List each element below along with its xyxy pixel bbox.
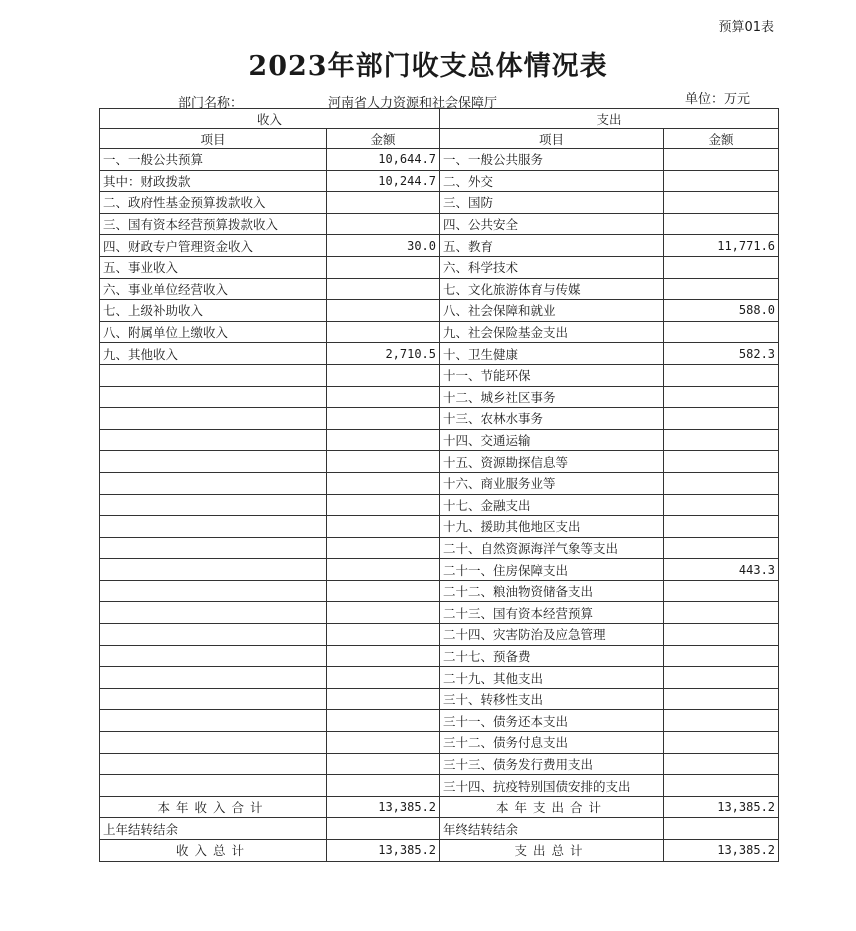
expense-amount — [664, 602, 779, 624]
table-row — [100, 494, 779, 516]
income-item — [100, 775, 327, 797]
table-row — [100, 667, 779, 689]
income-amount — [327, 192, 440, 214]
expense-header: 支出 — [440, 109, 779, 129]
income-amount — [327, 645, 440, 667]
expense-amount — [664, 408, 779, 430]
income-item: 五、事业收入 — [100, 256, 327, 278]
expense-amount — [664, 688, 779, 710]
income-amount — [327, 602, 440, 624]
table-row — [100, 364, 779, 386]
carryover-row — [100, 818, 779, 840]
expense-item: 十九、援助其他地区支出 — [440, 516, 664, 538]
expense-item: 三十一、债务还本支出 — [440, 710, 664, 732]
expense-amount — [664, 775, 779, 797]
expense-amount — [664, 429, 779, 451]
expense-amount — [664, 386, 779, 408]
expense-item: 二十二、粮油物资储备支出 — [440, 580, 664, 602]
expense-item: 三十三、债务发行费用支出 — [440, 753, 664, 775]
income-amount — [327, 386, 440, 408]
income-item — [100, 516, 327, 538]
income-amount — [327, 472, 440, 494]
expense-item: 十一、节能环保 — [440, 364, 664, 386]
budget-table — [99, 108, 779, 862]
expense-total-amount: 13,385.2 — [664, 840, 779, 862]
table-row — [100, 192, 779, 214]
expense-item: 六、科学技术 — [440, 256, 664, 278]
income-amount — [327, 580, 440, 602]
expense-item: 十三、农林水事务 — [440, 408, 664, 430]
table-row — [100, 429, 779, 451]
expense-amount: 11,771.6 — [664, 235, 779, 257]
expense-amount — [664, 213, 779, 235]
expense-amount — [664, 580, 779, 602]
table-row — [100, 278, 779, 300]
expense-amount — [664, 321, 779, 343]
year-income-label: 本年收入合计 — [100, 796, 327, 818]
year-expense-amount: 13,385.2 — [664, 796, 779, 818]
expense-amount-header: 金额 — [664, 129, 779, 149]
income-amount — [327, 753, 440, 775]
table-row — [100, 343, 779, 365]
expense-item: 十七、金融支出 — [440, 494, 664, 516]
table-row — [100, 451, 779, 473]
income-amount-header: 金额 — [327, 129, 440, 149]
income-item — [100, 429, 327, 451]
income-amount — [327, 710, 440, 732]
table-row — [100, 732, 779, 754]
carry-in-amount — [327, 818, 440, 840]
expense-item: 二十一、住房保障支出 — [440, 559, 664, 581]
table-row — [100, 408, 779, 430]
form-code: 预算01表 — [718, 20, 774, 35]
expense-item: 十五、资源勘探信息等 — [440, 451, 664, 473]
section-header-row — [100, 109, 779, 129]
table-row — [100, 149, 779, 171]
income-amount — [327, 278, 440, 300]
expense-item: 五、教育 — [440, 235, 664, 257]
expense-item: 三十二、债务付息支出 — [440, 732, 664, 754]
carry-out-label: 年终结转结余 — [440, 818, 664, 840]
income-item — [100, 667, 327, 689]
income-item — [100, 602, 327, 624]
income-item: 八、附属单位上缴收入 — [100, 321, 327, 343]
income-item — [100, 710, 327, 732]
expense-amount — [664, 364, 779, 386]
expense-item: 二十四、灾害防治及应急管理 — [440, 624, 664, 646]
expense-item: 二、外交 — [440, 170, 664, 192]
table-row — [100, 602, 779, 624]
expense-item: 三十、转移性支出 — [440, 688, 664, 710]
income-item: 六、事业单位经营收入 — [100, 278, 327, 300]
carry-in-label: 上年结转结余 — [100, 818, 327, 840]
income-amount — [327, 688, 440, 710]
income-amount — [327, 624, 440, 646]
expense-amount — [664, 645, 779, 667]
table-row — [100, 559, 779, 581]
expense-item: 二十三、国有资本经营预算 — [440, 602, 664, 624]
income-amount — [327, 516, 440, 538]
expense-amount — [664, 753, 779, 775]
income-item — [100, 386, 327, 408]
expense-item: 二十七、预备费 — [440, 645, 664, 667]
expense-amount — [664, 710, 779, 732]
expense-item: 七、文化旅游体育与传媒 — [440, 278, 664, 300]
income-item: 四、财政专户管理资金收入 — [100, 235, 327, 257]
carry-out-amount — [664, 818, 779, 840]
income-total-amount: 13,385.2 — [327, 840, 440, 862]
income-item — [100, 494, 327, 516]
table-row — [100, 472, 779, 494]
expense-item: 一、一般公共服务 — [440, 149, 664, 171]
expense-item: 八、社会保障和就业 — [440, 300, 664, 322]
expense-item: 九、社会保险基金支出 — [440, 321, 664, 343]
income-item: 七、上级补助收入 — [100, 300, 327, 322]
expense-amount — [664, 732, 779, 754]
table-row — [100, 300, 779, 322]
table-row — [100, 710, 779, 732]
income-amount — [327, 213, 440, 235]
expense-amount — [664, 472, 779, 494]
table-row — [100, 753, 779, 775]
department-label: 部门名称： — [178, 96, 244, 111]
income-item — [100, 451, 327, 473]
income-amount: 2,710.5 — [327, 343, 440, 365]
table-row — [100, 775, 779, 797]
table-row — [100, 624, 779, 646]
expense-amount — [664, 667, 779, 689]
income-item — [100, 753, 327, 775]
income-amount: 30.0 — [327, 235, 440, 257]
income-amount — [327, 451, 440, 473]
department-name: 河南省人力资源和社会保障厅 — [328, 96, 498, 111]
income-amount — [327, 256, 440, 278]
income-item: 九、其他收入 — [100, 343, 327, 365]
expense-item: 二十、自然资源海洋气象等支出 — [440, 537, 664, 559]
income-amount — [327, 364, 440, 386]
table-row — [100, 537, 779, 559]
income-item: 三、国有资本经营预算拨款收入 — [100, 213, 327, 235]
expense-item: 二十九、其他支出 — [440, 667, 664, 689]
income-item — [100, 624, 327, 646]
income-amount — [327, 321, 440, 343]
column-header-row — [100, 129, 779, 149]
grand-total-row — [100, 840, 779, 862]
year-total-row — [100, 796, 779, 818]
income-amount: 10,244.7 — [327, 170, 440, 192]
expense-amount — [664, 170, 779, 192]
expense-amount — [664, 516, 779, 538]
table-row — [100, 580, 779, 602]
income-item: 二、政府性基金预算拨款收入 — [100, 192, 327, 214]
expense-amount — [664, 192, 779, 214]
income-item — [100, 645, 327, 667]
income-item — [100, 408, 327, 430]
income-total-label: 收入总计 — [100, 840, 327, 862]
income-item — [100, 472, 327, 494]
income-amount — [327, 429, 440, 451]
income-item — [100, 580, 327, 602]
table-row — [100, 516, 779, 538]
income-item — [100, 537, 327, 559]
expense-item: 三十四、抗疫特别国债安排的支出 — [440, 775, 664, 797]
income-amount — [327, 537, 440, 559]
page-title: 2023年部门收支总体情况表 — [248, 51, 608, 82]
expense-item: 十六、商业服务业等 — [440, 472, 664, 494]
income-amount — [327, 494, 440, 516]
expense-amount — [664, 624, 779, 646]
income-item — [100, 688, 327, 710]
expense-item: 十二、城乡社区事务 — [440, 386, 664, 408]
income-item: 一、一般公共预算 — [100, 149, 327, 171]
income-amount — [327, 667, 440, 689]
income-item-header: 项目 — [100, 129, 327, 149]
table-row — [100, 386, 779, 408]
income-amount — [327, 300, 440, 322]
income-amount — [327, 732, 440, 754]
expense-amount: 588.0 — [664, 300, 779, 322]
income-header: 收入 — [100, 109, 440, 129]
income-item — [100, 559, 327, 581]
income-item: 其中：财政拨款 — [100, 170, 327, 192]
income-amount: 10,644.7 — [327, 149, 440, 171]
income-amount — [327, 775, 440, 797]
income-amount — [327, 408, 440, 430]
table-row — [100, 321, 779, 343]
expense-amount — [664, 494, 779, 516]
expense-amount: 582.3 — [664, 343, 779, 365]
income-item — [100, 732, 327, 754]
expense-item: 十四、交通运输 — [440, 429, 664, 451]
income-item — [100, 364, 327, 386]
income-amount — [327, 559, 440, 581]
expense-item-header: 项目 — [440, 129, 664, 149]
expense-amount — [664, 451, 779, 473]
table-row — [100, 688, 779, 710]
expense-amount — [664, 537, 779, 559]
year-expense-label: 本年支出合计 — [440, 796, 664, 818]
unit-label: 单位：万元 — [685, 92, 751, 107]
expense-amount — [664, 149, 779, 171]
table-row — [100, 256, 779, 278]
expense-amount — [664, 278, 779, 300]
expense-item: 三、国防 — [440, 192, 664, 214]
table-row — [100, 645, 779, 667]
expense-item: 十、卫生健康 — [440, 343, 664, 365]
expense-amount: 443.3 — [664, 559, 779, 581]
table-row — [100, 235, 779, 257]
year-income-amount: 13,385.2 — [327, 796, 440, 818]
expense-item: 四、公共安全 — [440, 213, 664, 235]
table-row — [100, 213, 779, 235]
expense-total-label: 支出总计 — [440, 840, 664, 862]
table-row — [100, 170, 779, 192]
expense-amount — [664, 256, 779, 278]
